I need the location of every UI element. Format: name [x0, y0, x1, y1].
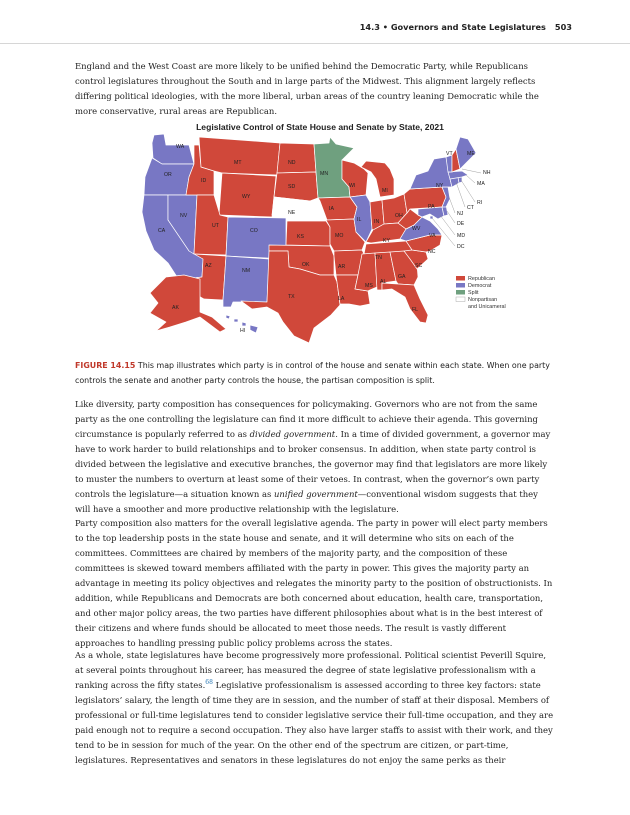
term-divided-government: divided government: [249, 429, 336, 439]
label-NM: NM: [242, 268, 251, 274]
label-NC: NC: [428, 249, 436, 255]
label-DC: DC: [457, 244, 465, 250]
label-FL: FL: [412, 307, 419, 313]
label-NJ: NJ: [457, 211, 464, 217]
label-NY: NY: [436, 183, 444, 189]
state-NM: [223, 256, 269, 307]
legend-label-nonpartisan: Nonpartisan: [468, 297, 498, 303]
label-MD: MD: [457, 233, 466, 239]
label-KS: KS: [297, 234, 304, 240]
running-head: [360, 22, 572, 32]
map-states: [142, 134, 476, 343]
label-MS: MS: [365, 283, 373, 289]
figure-label: FIGURE 14.15: [75, 361, 136, 370]
label-KY: KY: [383, 238, 390, 244]
legend-label-democrat: Democrat: [468, 283, 492, 289]
label-CA: CA: [158, 228, 166, 234]
legend-label-split: Split: [468, 290, 479, 296]
label-LA: LA: [338, 296, 345, 302]
state-MT: [199, 137, 280, 175]
label-WA: WA: [176, 144, 185, 150]
state-KS: [286, 221, 330, 246]
label-OR: OR: [164, 172, 172, 178]
label-NH: NH: [483, 170, 491, 176]
paragraph-1: England and the West Coast are more likely to be unified behind the Democratic Party, while Republicans control legislatures throughout the South and in large parts of the Midwest. This alignment largely reflects differing political ideologies, with the more liberal, urban areas of the country leaning Democratic while the more conservative, rural areas are Republican.: [75, 61, 539, 116]
paragraph-4-text-a: As a whole, state legislatures have become progressively more professional. Political scientist Peverill Squire, at several points throughout his career, has measured the degree of state legislative professionalism with a ranking across the fifty states.: [75, 650, 547, 690]
label-OH: OH: [395, 213, 403, 219]
party-control-map: [130, 117, 510, 344]
label-TX: TX: [288, 294, 295, 300]
state-ND: [277, 143, 316, 173]
label-MO: MO: [335, 233, 344, 239]
state-WA: [152, 134, 194, 164]
label-HI: HI: [240, 328, 246, 334]
label-MA: MA: [477, 181, 485, 187]
label-NV: NV: [180, 213, 188, 219]
state-FL: [382, 283, 428, 323]
legend-swatch-split: [456, 290, 465, 295]
label-ME: ME: [467, 151, 475, 157]
legend-label-republican: Republican: [468, 276, 495, 282]
caption-text: This map illustrates which party is in control of the house and senate within each state. When one party controls the senate and another party controls the house, the partisan composition is split.: [75, 361, 550, 385]
term-unified-government: unified government: [273, 489, 358, 499]
state-NE: [272, 197, 326, 221]
paragraph-2: [75, 397, 555, 517]
figure-caption: [75, 359, 555, 388]
label-PA: PA: [428, 204, 435, 210]
label-AK: AK: [172, 305, 179, 311]
state-NY: [410, 157, 452, 189]
header-rule: [0, 43, 630, 44]
label-AL: AL: [380, 279, 387, 285]
label-VT: VT: [446, 151, 453, 157]
label-TN: TN: [375, 255, 382, 261]
state-SD: [274, 172, 318, 201]
label-UT: UT: [212, 223, 219, 229]
label-AR: AR: [338, 264, 346, 270]
label-MT: MT: [234, 160, 242, 166]
label-DE: DE: [457, 221, 465, 227]
legend-swatch-republican: [456, 276, 465, 281]
paragraph-2-text-b: . In a time of divided government, a governor may have to work harder to build relationships and to broker consensus. In addition, when state party control is divided between the legislative and executive branches, the governor may find that legislators are more likely to muster the numbers to overturn at least some of their vetoes. In contrast, when the governor’s own party controls the legislature—a situation known as: [75, 429, 551, 499]
map-legend: [456, 276, 506, 310]
label-SD: SD: [288, 184, 296, 190]
label-VA: VA: [429, 233, 436, 239]
running-title: 14.3 • Governors and State Legislatures: [359, 22, 546, 32]
paragraph-2-text-c: —conventional wisdom suggests that they will have a smoother and more productive relationship with the legislature.: [75, 489, 538, 514]
label-MN: MN: [320, 171, 329, 177]
label-CO: CO: [250, 228, 258, 234]
map-title: Legislative Control of State House and Senate by State, 2021: [196, 122, 444, 132]
label-IN: IN: [374, 219, 380, 225]
label-OK: OK: [302, 262, 310, 268]
label-AZ: AZ: [205, 263, 212, 269]
label-ID: ID: [201, 178, 207, 184]
label-MI: MI: [382, 188, 388, 194]
label-RI: RI: [477, 200, 483, 206]
paragraph-2-text-a: Like diversity, party composition has consequences for policymaking. Governors who are not from the same party as the one controlling the legislature can find it more difficult to achieve their agenda. This governing circumstance is popularly referred to as: [75, 399, 538, 439]
label-NE: NE: [288, 210, 296, 216]
label-WV: WV: [412, 226, 421, 232]
label-IL: IL: [357, 217, 362, 223]
paragraph-3: Party composition also matters for the overall legislative agenda. The party in power will elect party members to the top leadership posts in the state house and senate, and it will determine who sits on each of the committees. Committees are chaired by members of the majority party, and the composition of these committees is skewed toward members affiliated with the party in power. This gives the majority party an advantage in meeting its policy objectives and relegates the minority party to the position of obstructionists. In addition, while Republicans and Democrats are both concerned about education, health care, transportation, and other major policy areas, the two parties have different philosophies about what is in the best interest of their citizens and where funds should be allocated to meet those needs. The result is vastly different approaches to handling pressing public policy problems across the states.: [75, 518, 553, 648]
label-WY: WY: [242, 194, 251, 200]
paragraph-4: [75, 648, 555, 768]
label-IA: IA: [329, 206, 334, 212]
legend-label-unicameral: and Unicameral: [468, 304, 506, 310]
paragraph-4-text-b: Legislative professionalism is assessed according to three key factors: state legislators’ salary, the length of time they are in session, and the number of staff at their disposal. Members of professional or full-time legislatures tend to consider legislative service their full-time occupation, and they are paid enough not to require a second occupation. They also have larger staffs to assist with their work, and they tend to be in session for much of the year. On the other end of the spectrum are citizen, or part-time, legislatures. Representatives and senators in these legislatures do not enjoy the same perks as their: [75, 680, 554, 765]
label-WI: WI: [349, 183, 356, 189]
label-ND: ND: [288, 160, 296, 166]
page-number: 503: [554, 22, 572, 32]
legend-swatch-democrat: [456, 283, 465, 288]
label-SC: SC: [415, 263, 423, 269]
footnote-link[interactable]: 68: [205, 679, 213, 687]
label-GA: GA: [398, 274, 406, 280]
label-CT: CT: [467, 205, 474, 211]
legend-swatch-nonpartisan: [456, 297, 465, 302]
